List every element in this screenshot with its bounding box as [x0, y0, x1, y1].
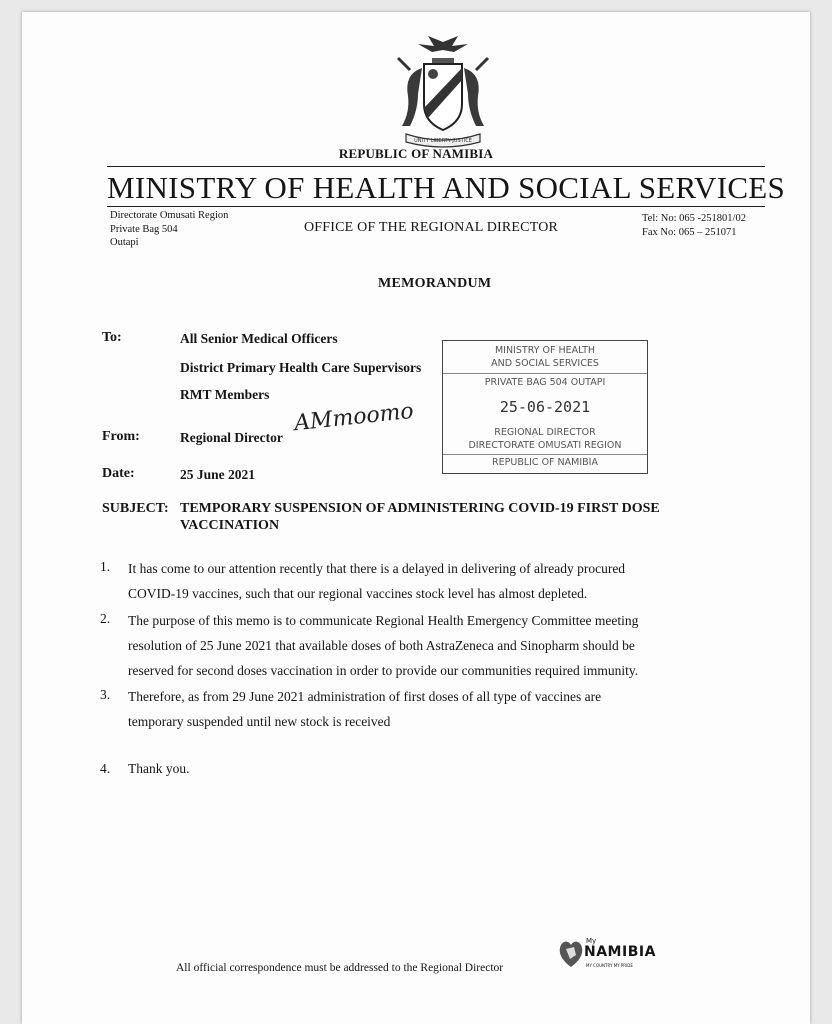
- logo-tagline: MY COUNTRY MY PRIDE: [586, 963, 633, 968]
- recipient: RMT Members: [180, 387, 270, 402]
- sender: Regional Director: [180, 430, 283, 445]
- stamp-date: 25-06-2021: [499, 398, 591, 416]
- item-line: resolution of 25 June 2021 that available doses of both AstraZeneca and Sinopharm should be: [128, 638, 635, 653]
- date-label: Date:: [102, 466, 135, 481]
- item-line: Thank you.: [128, 761, 190, 776]
- contact-numbers: [642, 212, 746, 239]
- recipient: District Primary Health Care Supervisors: [180, 360, 422, 375]
- memo-title: MEMORANDUM: [378, 276, 492, 291]
- stamp-line: DIRECTORATE OMUSATI REGION: [468, 440, 622, 451]
- footer-note: All official correspondence must be addressed to the Regional Director: [176, 962, 504, 974]
- my-namibia-logo: [558, 937, 658, 975]
- stamp-line: PRIVATE BAG 504 OUTAPI: [484, 377, 606, 388]
- fax: Fax No: 065 – 251071: [642, 226, 737, 238]
- subject-label: SUBJECT:: [102, 501, 169, 516]
- list-item: [128, 556, 692, 606]
- item-line: It has come to our attention recently that there is a delayed in delivering of already procured: [128, 561, 626, 576]
- list-item: [128, 756, 692, 781]
- subject-text: [180, 500, 660, 534]
- stamp-line: REGIONAL DIRECTOR: [494, 427, 596, 438]
- item-line: reserved for second doses vaccination in order to provide our communities required immunity.: [128, 663, 639, 678]
- official-stamp: [442, 340, 648, 474]
- stamp-line: AND SOCIAL SERVICES: [491, 358, 599, 369]
- list-item: [128, 608, 692, 683]
- item-line: temporary suspended until new stock is received: [128, 714, 391, 729]
- list-item: [128, 684, 692, 734]
- item-line: Therefore, as from 29 June 2021 administration of first doses of all type of vaccines are: [128, 689, 602, 704]
- signature: AMmoomo: [293, 398, 415, 437]
- logo-small: My: [586, 937, 597, 945]
- item-number: 4.: [100, 761, 111, 776]
- postal-address: [110, 209, 228, 250]
- stamp-line: REPUBLIC OF NAMIBIA: [492, 457, 598, 468]
- subject-line: TEMPORARY SUSPENSION OF ADMINISTERING COVID-19 FIRST DOSE: [180, 501, 660, 516]
- ministry-heading: MINISTRY OF HEALTH AND SOCIAL SERVICES: [107, 170, 786, 205]
- recipient: All Senior Medical Officers: [180, 331, 338, 346]
- stamp-line: MINISTRY OF HEALTH: [494, 345, 596, 356]
- item-line: COVID-19 vaccines, such that our regional vaccines stock level has almost depleted.: [128, 586, 588, 601]
- memo-date: 25 June 2021: [180, 467, 256, 482]
- to-label: To:: [102, 330, 122, 345]
- from-label: From:: [102, 429, 140, 444]
- address-line: Private Bag 504: [110, 223, 178, 235]
- coat-motto: UNITY LIBERTY JUSTICE: [414, 138, 472, 144]
- address-line: Outapi: [110, 237, 139, 248]
- divider-top: [107, 166, 765, 167]
- office-title: OFFICE OF THE REGIONAL DIRECTOR: [304, 220, 559, 235]
- item-line: The purpose of this memo is to communicate Regional Health Emergency Committee meeting: [128, 613, 639, 628]
- address-line: Directorate Omusati Region: [110, 210, 229, 221]
- logo-name: NAMIBIA: [584, 944, 656, 960]
- heart-map-icon: [558, 939, 584, 969]
- item-number: 2.: [100, 611, 111, 626]
- divider-bottom: [107, 206, 765, 207]
- item-number: 3.: [100, 687, 111, 702]
- memo-page: [22, 12, 810, 1024]
- telephone: Tel: No: 065 -251801/02: [642, 213, 746, 224]
- republic-heading: REPUBLIC OF NAMIBIA: [338, 146, 494, 161]
- item-number: 1.: [100, 559, 111, 574]
- subject-line: VACCINATION: [180, 518, 280, 533]
- coat-of-arms-icon: [388, 34, 498, 152]
